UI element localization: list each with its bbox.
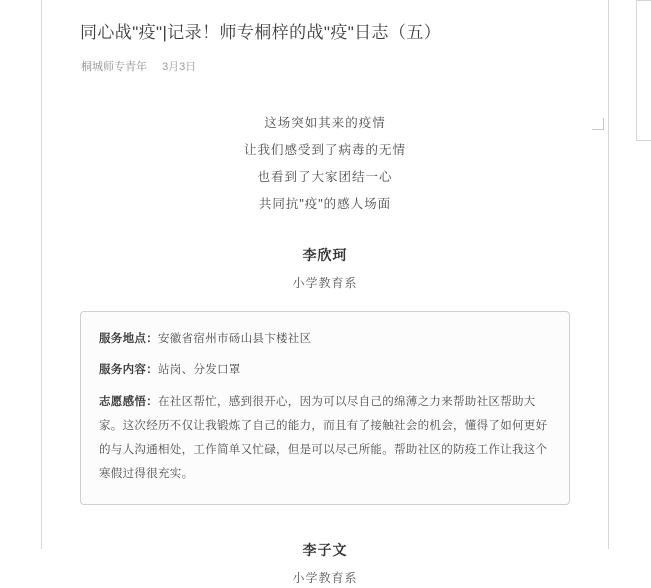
- info-row-reflection: [99, 390, 551, 486]
- poem-line: 也看到了大家团结一心: [257, 170, 393, 184]
- poem-line: 让我们感受到了病毒的无情: [243, 143, 406, 157]
- person-heading: [60, 244, 590, 293]
- poem-block: [60, 110, 590, 218]
- account-name[interactable]: 桐城师专青年: [81, 61, 147, 73]
- info-label-location: 服务地点：: [99, 333, 158, 345]
- person-name: 李子文: [302, 542, 348, 558]
- info-value-content: 站岗、分发口罩: [158, 364, 241, 376]
- article-body: [42, 0, 608, 585]
- page-frame-right: [608, 0, 609, 549]
- person-department: 小学教育系: [292, 276, 358, 290]
- info-row-location: [99, 328, 551, 350]
- right-panel-box-top: [636, 0, 651, 20]
- info-value-location: 安徽省宿州市砀山县卞楼社区: [158, 333, 312, 345]
- info-row-content: [99, 359, 551, 381]
- poem-line: 共同抗"疫"的感人场面: [258, 197, 392, 211]
- publish-date: 3月3日: [162, 61, 197, 73]
- article-meta: [60, 46, 590, 74]
- info-value-reflection: 在社区帮忙，感到很开心，因为可以尽自己的绵薄之力来帮助社区帮助大家。这次经历不仅让我锻炼了自己的能力，而且有了接触社会的机会，懂得了如何更好的与人沟通相处，工作简单又忙碌，但是可以尽己所能。帮助社区的防疫工作让我这个寒假过得很充实。: [99, 396, 548, 480]
- right-panel-box-bottom: [636, 18, 651, 141]
- info-label-content: 服务内容：: [99, 364, 158, 376]
- person-department: 小学教育系: [292, 571, 358, 585]
- person-name: 李欣珂: [302, 247, 348, 263]
- page-title: 同心战"疫"|记录！师专桐梓的战"疫"日志（五）: [80, 23, 442, 42]
- volunteer-info-card: [80, 311, 570, 505]
- info-label-reflection: 志愿感悟：: [99, 396, 158, 408]
- corner-mark-icon: [592, 118, 604, 130]
- person-heading-second: [60, 539, 590, 588]
- poem-line: 这场突如其来的疫情: [264, 116, 386, 130]
